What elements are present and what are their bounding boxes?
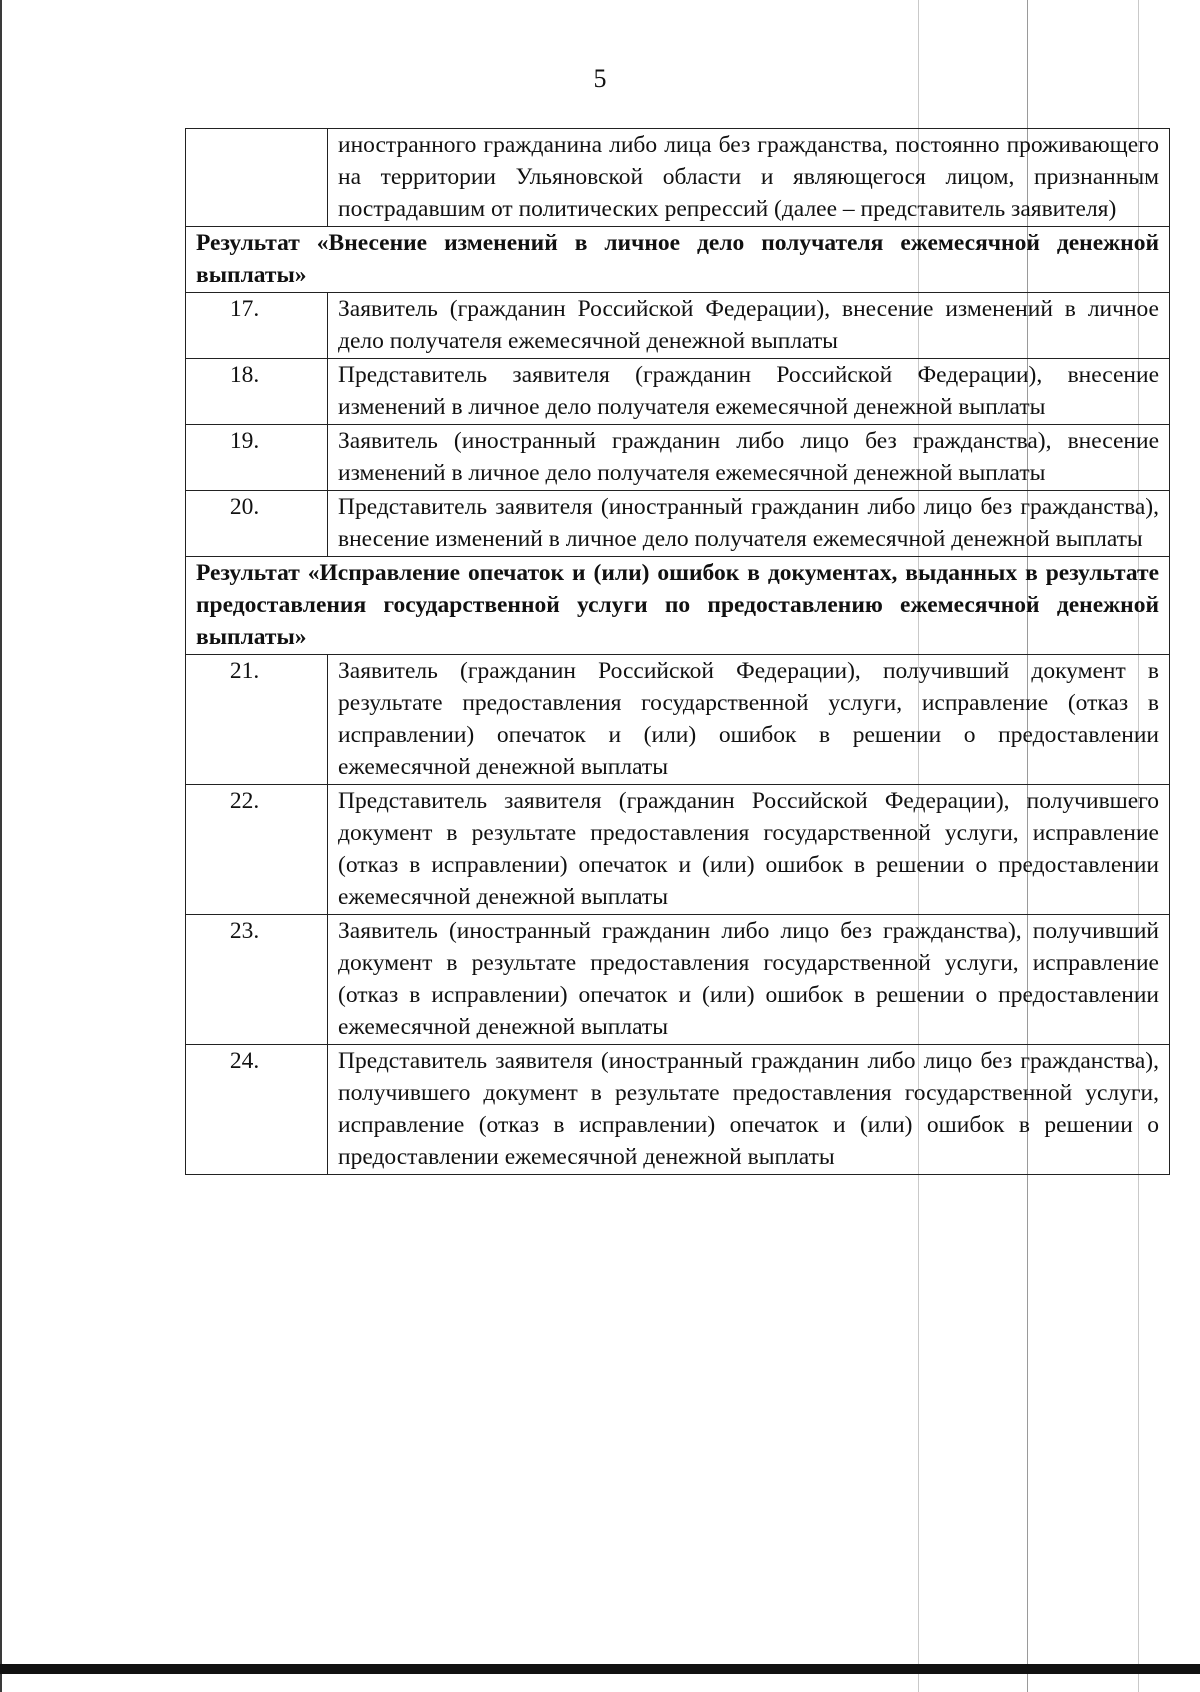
row-text: Заявитель (гражданин Российской Федерации), внесение изменений в личное дело получателя ежемесячной денежной выплаты [328, 293, 1170, 359]
row-number: 18. [186, 359, 328, 425]
row-number: 20. [186, 491, 328, 557]
services-table [185, 128, 1170, 1175]
section-row [186, 557, 1170, 655]
table-row [186, 491, 1170, 557]
section-heading: Результат «Внесение изменений в личное дело получателя ежемесячной денежной выплаты» [186, 227, 1170, 293]
table-row [186, 129, 1170, 227]
row-text: Представитель заявителя (иностранный гражданин либо лицо без гражданства), внесение изменений в личное дело получателя ежемесячной денежной выплаты [328, 491, 1170, 557]
table-row [186, 655, 1170, 785]
row-number: 21. [186, 655, 328, 785]
section-heading: Результат «Исправление опечаток и (или) ошибок в документах, выданных в результате предоставления государственной услуги по предоставлению ежемесячной денежной выплаты» [186, 557, 1170, 655]
table-row [186, 425, 1170, 491]
table-row [186, 915, 1170, 1045]
row-text: Заявитель (гражданин Российской Федерации), получивший документ в результате предоставления государственной услуги, исправление (отказ в исправлении) опечаток и (или) ошибок в решении о предоставлении ежемесячной денежной выплаты [328, 655, 1170, 785]
row-text: Представитель заявителя (иностранный гражданин либо лицо без гражданства), получившего документ в результате предоставления государственной услуги, исправление (отказ в исправлении) опечаток и (или) ошибок в решении о предоставлении ежемесячной денежной выплаты [328, 1045, 1170, 1175]
table-row [186, 359, 1170, 425]
table-row [186, 785, 1170, 915]
row-text: Представитель заявителя (гражданин Российской Федерации), внесение изменений в личное дело получателя ежемесячной денежной выплаты [328, 359, 1170, 425]
row-number: 23. [186, 915, 328, 1045]
table-row [186, 293, 1170, 359]
scan-bottom-bar [0, 1664, 1200, 1674]
row-text: Заявитель (иностранный гражданин либо лицо без гражданства), внесение изменений в личное дело получателя ежемесячной денежной выплаты [328, 425, 1170, 491]
page-number: 5 [593, 64, 607, 93]
row-number: 22. [186, 785, 328, 915]
row-number [186, 129, 328, 227]
row-text: Представитель заявителя (гражданин Российской Федерации), получившего документ в результате предоставления государственной услуги, исправление (отказ в исправлении) опечаток и (или) ошибок в решении о предоставлении ежемесячной денежной выплаты [328, 785, 1170, 915]
row-number: 17. [186, 293, 328, 359]
row-text: Заявитель (иностранный гражданин либо лицо без гражданства), получивший документ в результате предоставления государственной услуги, исправление (отказ в исправлении) опечаток и (или) ошибок в решении о предоставлении ежемесячной денежной выплаты [328, 915, 1170, 1045]
section-row [186, 227, 1170, 293]
row-text: иностранного гражданина либо лица без гражданства, постоянно проживающего на территории Ульяновской области и являющегося лицом, признанным пострадавшим от политических репрессий (далее – представитель заявителя) [328, 129, 1170, 227]
row-number: 24. [186, 1045, 328, 1175]
table-row [186, 1045, 1170, 1175]
row-number: 19. [186, 425, 328, 491]
scan-left-edge [0, 0, 2, 1692]
